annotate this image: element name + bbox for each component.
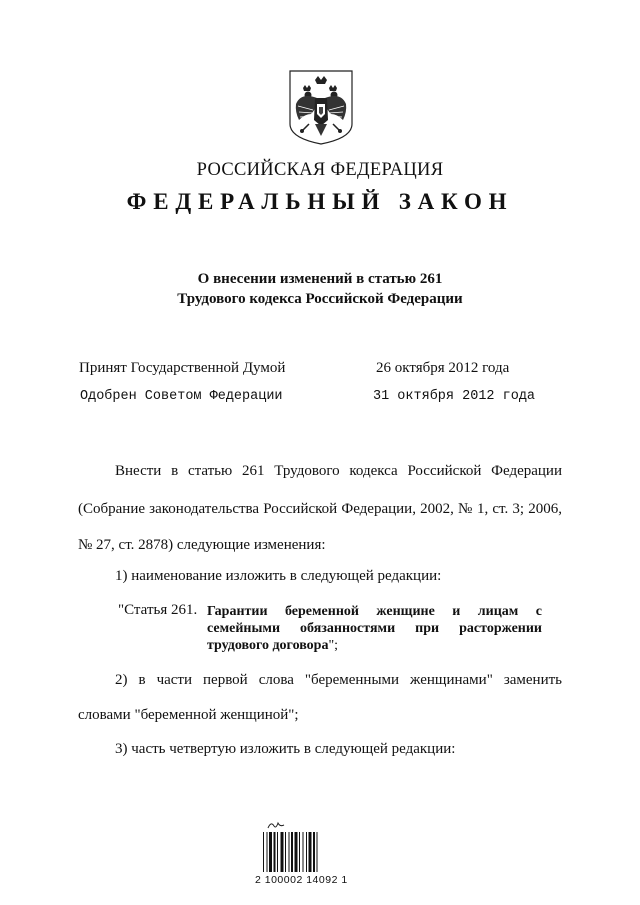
document-barcode <box>255 820 385 886</box>
barcode-bar <box>263 832 264 872</box>
country-heading: РОССИЙСКАЯ ФЕДЕРАЦИЯ <box>196 160 444 180</box>
intro-line-2: (Собрание законодательства Российской Федерации, 2002, № 1, ст. 3; 2006, <box>78 501 562 517</box>
amendment-item-1: 1) наименование изложить в следующей редакции: <box>115 568 442 584</box>
approved-date: 31 октября 2012 года <box>373 389 536 404</box>
barcode-bar <box>306 832 307 872</box>
adopted-date: 26 октября 2012 года <box>376 360 510 376</box>
barcode-bars <box>263 832 341 872</box>
barcode-bar <box>309 832 312 872</box>
quoted-article-title-text: Гарантии беременной женщине и лицам с семейными обязанностями при расторжении трудового договора <box>207 604 542 653</box>
barcode-bar <box>303 832 304 872</box>
barcode-bar <box>281 832 284 872</box>
amendment-item-2-line-2: словами "беременной женщиной"; <box>78 707 299 723</box>
barcode-bar <box>274 832 276 872</box>
subject-line-2: Трудового кодекса Российской Федерации <box>177 291 463 307</box>
barcode-bar <box>313 832 315 872</box>
subject-line-1: О внесении изменений в статью 261 <box>197 271 443 287</box>
barcode-bar <box>289 832 290 872</box>
barcode-bar <box>285 832 286 872</box>
amendment-item-2-line-1: 2) в части первой слова "беременными женщинами" заменить <box>115 672 562 688</box>
barcode-bar <box>277 832 278 872</box>
handwritten-mark-icon <box>267 820 285 830</box>
approved-by-federation-council-label: Одобрен Советом Федерации <box>80 389 283 404</box>
adopted-by-duma-label: Принят Государственной Думой <box>79 360 286 376</box>
barcode-bar <box>291 832 293 872</box>
barcode-bar <box>269 832 272 872</box>
quote-close-mark: "; <box>328 638 339 653</box>
barcode-bar <box>299 832 300 872</box>
amendment-item-3: 3) часть четвертую изложить в следующей редакции: <box>115 741 456 757</box>
barcode-bar <box>267 832 268 872</box>
barcode-bar <box>317 832 318 872</box>
barcode-number: 2 100002 14092 1 <box>255 874 348 886</box>
quoted-article-prefix: "Статья 261. <box>118 602 198 618</box>
double-headed-eagle-icon <box>287 68 355 146</box>
law-subject-title <box>0 269 640 309</box>
quoted-article-title <box>207 603 542 654</box>
document-type-heading: ФЕДЕРАЛЬНЫЙ ЗАКОН <box>126 189 514 214</box>
intro-line-3: № 27, ст. 2878) следующие изменения: <box>78 537 326 553</box>
intro-line-1: Внести в статью 261 Трудового кодекса Российской Федерации <box>115 463 562 479</box>
coat-of-arms-emblem <box>287 68 355 146</box>
barcode-bar <box>295 832 298 872</box>
